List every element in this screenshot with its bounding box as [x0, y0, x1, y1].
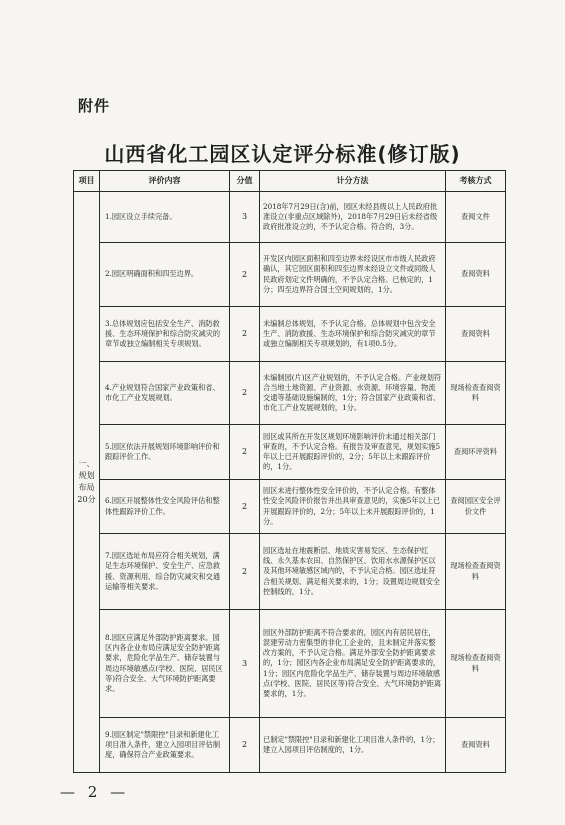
content-cell: 5.园区依法开展规划环境影响评价和跟踪评价工作。	[100, 425, 230, 480]
content-cell: 8.园区应满足外部防护距离要求。园区内各企业布局应满足安全防护距离要求，危险化学品生产、储存装置与周边环境敏感点(学校、医院、居民区等)符合安全、大气环境防护距离要求。	[100, 610, 230, 718]
method-cell: 园区外部防护距离不符合要求的，园区内有居民居住，混建劳动力密集型的非化工企业的，且未制定并落实整改方案的，不予认定合格。满足外部安全防护距离要求的，1分；园区内各企业布局满足安全防护距离要求的，1分；园区内危险化学品生产、储存装置与周边环境敏感点(学校、医院、居民区等)符合安全、大气环境防护距离要求的，1分。	[260, 610, 446, 718]
attachment-label: 附件	[78, 97, 111, 115]
score-cell: 2	[230, 307, 260, 362]
scoring-standards-table	[73, 170, 506, 773]
method-cell: 未编制总体规划，不予认定合格。总体规划中包含安全生产、消防救援、生态环境保护和综合防灾减灾的章节或独立编制相关专项规划的，有1项0.5分。	[260, 307, 446, 362]
method-cell: 园区未进行整体性安全评价的，不予认定合格。有整体性安全风险评价报告并出具审查意见的，实施5年以上已开展跟踪评价的，2分；5年以上未开展跟踪评价的，1分。	[260, 480, 446, 534]
table-row	[74, 362, 506, 425]
method-cell: 开发区内园区面积和四至边界未经设区市市级人民政府确认，其它园区面积和四至边界未经设立文件或同级人民政府划定文件明确的，不予认定合格。已核定的，1分；四至边界符合国土空间规划的，1分。	[260, 243, 446, 307]
method-cell: 2018年7月29日(含)前，园区未经县级以上人民政府批准设立(非重点区域除外)，2018年7月29日后未经省级政府批准设立的，不予认定合格。符合的，3分。	[260, 192, 446, 243]
content-cell: 4.产业规划符合国家产业政策和省、市化工产业发展规划。	[100, 362, 230, 425]
header-content: 评价内容	[100, 171, 230, 192]
method-cell: 已制定"禁限控"目录和新建化工项目准入条件的，1分；建立入园项目评估制度的，1分。	[260, 718, 446, 773]
table-row	[74, 718, 506, 773]
page-number: — 2 —	[60, 783, 130, 801]
table-row	[74, 610, 506, 718]
header-assessment: 考核方式	[446, 171, 506, 192]
method-cell: 园区或其所在开发区规划环境影响评价未通过相关部门审查的，不予认定合格。有报告及审查意见，规划实施5年以上已开展跟踪评价的，2分；5年以上未跟踪评价的，1分。	[260, 425, 446, 480]
method-cell: 未编制园(片)区产业规划的，不予认定合格。产业规划符合当地土地资源、产业资源、水资源、环境容量、物流交通等基础设施编制的，1分；符合国家产业政策和省、市化工产业发展规划的，1分。	[260, 362, 446, 425]
table-row	[74, 534, 506, 610]
assessment-cell: 现场检查查阅资料	[446, 362, 506, 425]
table-row	[74, 192, 506, 243]
score-cell: 2	[230, 243, 260, 307]
table-row	[74, 425, 506, 480]
assessment-cell: 查阅资料	[446, 718, 506, 773]
assessment-cell: 查阅资料	[446, 243, 506, 307]
content-cell: 6.园区开展整体性安全风险评估和整体性跟踪评价工作。	[100, 480, 230, 534]
score-cell: 2	[230, 425, 260, 480]
table-header-row	[74, 171, 506, 192]
content-cell: 1.园区设立手续完备。	[100, 192, 230, 243]
score-cell: 2	[230, 718, 260, 773]
table-row	[74, 307, 506, 362]
method-cell: 园区选址在地震断层、地质灾害易发区、生态保护红线、永久基本农田、自然保护区、饮用水水源保护区以及其他环境敏感区域内的，不予认定合格。园区选址符合相关规划、满足相关要求的，1分；设置周边规划安全控制线的，1分。	[260, 534, 446, 610]
header-method: 计分方法	[260, 171, 446, 192]
content-cell: 3.总体规划应包括安全生产、消防救援、生态环境保护和综合防灾减灾的章节或独立编制相关专项规划。	[100, 307, 230, 362]
assessment-cell: 查阅文件	[446, 192, 506, 243]
assessment-cell: 查阅园区安全评价文件	[446, 480, 506, 534]
score-cell: 3	[230, 192, 260, 243]
table-row	[74, 243, 506, 307]
header-project: 项目	[74, 171, 100, 192]
score-cell: 2	[230, 534, 260, 610]
content-cell: 7.园区选址布局应符合相关规划，满足生态环境保护、安全生产、应急救援、资源利用、综合防灾减灾和交通运输等相关要求。	[100, 534, 230, 610]
assessment-cell: 现场检查查阅资料	[446, 534, 506, 610]
assessment-cell: 查阅环评资料	[446, 425, 506, 480]
score-cell: 3	[230, 610, 260, 718]
content-cell: 9.园区制定"禁限控"目录和新建化工项目准入条件，建立入园项目评估制度，确保符合产业政策要求。	[100, 718, 230, 773]
document-title: 山西省化工园区认定评分标准(修订版)	[104, 142, 461, 166]
project-category-cell: 一、规划布局20分	[74, 192, 100, 773]
assessment-cell: 查阅资料	[446, 307, 506, 362]
score-cell: 2	[230, 362, 260, 425]
assessment-cell: 现场检查查阅资料	[446, 610, 506, 718]
score-cell: 2	[230, 480, 260, 534]
content-cell: 2.园区明确面积和四至边界。	[100, 243, 230, 307]
header-score: 分值	[230, 171, 260, 192]
table-row	[74, 480, 506, 534]
